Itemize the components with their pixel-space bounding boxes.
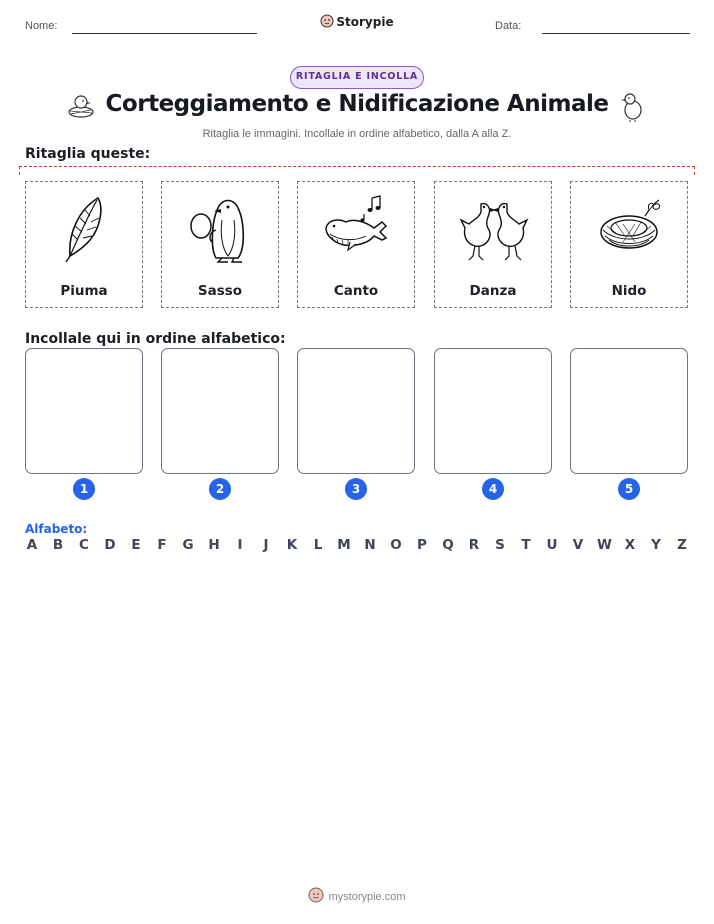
- alphabet-letter: X: [624, 537, 636, 553]
- cut-card-nido[interactable]: [570, 181, 688, 308]
- alphabet-letter: A: [26, 537, 38, 553]
- paste-slot-1[interactable]: [25, 348, 143, 474]
- cut-card-danza[interactable]: [434, 181, 552, 308]
- alphabet-letter: W: [597, 537, 612, 553]
- page-title: Corteggiamento e Nidificazione Animale: [105, 91, 609, 117]
- card-label: Sasso: [197, 283, 243, 299]
- date-label: Data:: [495, 20, 522, 32]
- date-line[interactable]: [542, 33, 690, 34]
- cut-card-canto[interactable]: [297, 181, 415, 308]
- alphabet-heading: Alfabeto:: [25, 522, 88, 536]
- activity-badge: RITAGLIA E INCOLLA: [290, 66, 424, 89]
- card-label: Nido: [611, 283, 647, 299]
- cut-guide-line: [19, 166, 695, 175]
- alphabet-letter: I: [237, 537, 243, 553]
- cut-card-sasso[interactable]: [161, 181, 279, 308]
- alphabet-letter: D: [104, 537, 116, 553]
- alphabet-row: [25, 537, 689, 553]
- paste-slot-4[interactable]: [434, 348, 552, 474]
- brand-name: Storypie: [336, 15, 394, 29]
- singing-whale-icon: [322, 190, 392, 264]
- alphabet-letter: B: [52, 537, 64, 553]
- alphabet-letter: U: [546, 537, 558, 553]
- alphabet-letter: Y: [651, 537, 661, 553]
- paste-slot-3[interactable]: [297, 348, 415, 474]
- dancing-birds-icon: [459, 190, 529, 264]
- alphabet-letter: J: [263, 537, 269, 553]
- slot-number-1: 1: [73, 478, 95, 500]
- alphabet-letter: V: [572, 537, 584, 553]
- paste-slot-2[interactable]: [161, 348, 279, 474]
- alphabet-letter: L: [313, 537, 323, 553]
- alphabet-letter: G: [182, 537, 194, 553]
- alphabet-letter: O: [390, 537, 402, 553]
- nest-icon: [595, 190, 665, 264]
- alphabet-letter: S: [495, 537, 505, 553]
- alphabet-letter: H: [208, 537, 220, 553]
- alphabet-letter: Z: [677, 537, 687, 553]
- card-label: Canto: [333, 283, 379, 299]
- instructions: Ritaglia le immagini. Incollale in ordine alfabetico, dalla A alla Z.: [202, 128, 512, 140]
- card-label: Danza: [469, 283, 517, 299]
- storypie-logo-icon: [308, 887, 324, 903]
- alphabet-letter: K: [286, 537, 298, 553]
- alphabet-letter: M: [337, 537, 351, 553]
- storypie-logo-icon: [320, 14, 334, 28]
- alphabet-letter: R: [468, 537, 480, 553]
- name-line[interactable]: [72, 33, 257, 34]
- alphabet-letter: F: [157, 537, 167, 553]
- brand-logo: [0, 14, 714, 29]
- footer: [0, 887, 714, 903]
- alphabet-letter: P: [417, 537, 427, 553]
- penguin-with-stone-icon: [186, 190, 256, 264]
- name-label: Nome:: [25, 20, 58, 32]
- footer-url[interactable]: mystorypie.com: [328, 891, 406, 903]
- slot-number-4: 4: [482, 478, 504, 500]
- alphabet-letter: C: [79, 537, 89, 553]
- bird-icon: [618, 90, 646, 122]
- alphabet-letter: E: [131, 537, 141, 553]
- card-label: Piuma: [60, 283, 108, 299]
- slot-number-2: 2: [209, 478, 231, 500]
- cut-card-piuma[interactable]: [25, 181, 143, 308]
- paste-slot-5[interactable]: [570, 348, 688, 474]
- slot-number-3: 3: [345, 478, 367, 500]
- alphabet-letter: N: [364, 537, 376, 553]
- feather-icon: [50, 190, 120, 264]
- cut-heading: Ritaglia queste:: [25, 146, 151, 162]
- paste-heading: Incollale qui in ordine alfabetico:: [25, 331, 286, 347]
- slot-number-5: 5: [618, 478, 640, 500]
- alphabet-letter: T: [521, 537, 531, 553]
- alphabet-letter: Q: [442, 537, 454, 553]
